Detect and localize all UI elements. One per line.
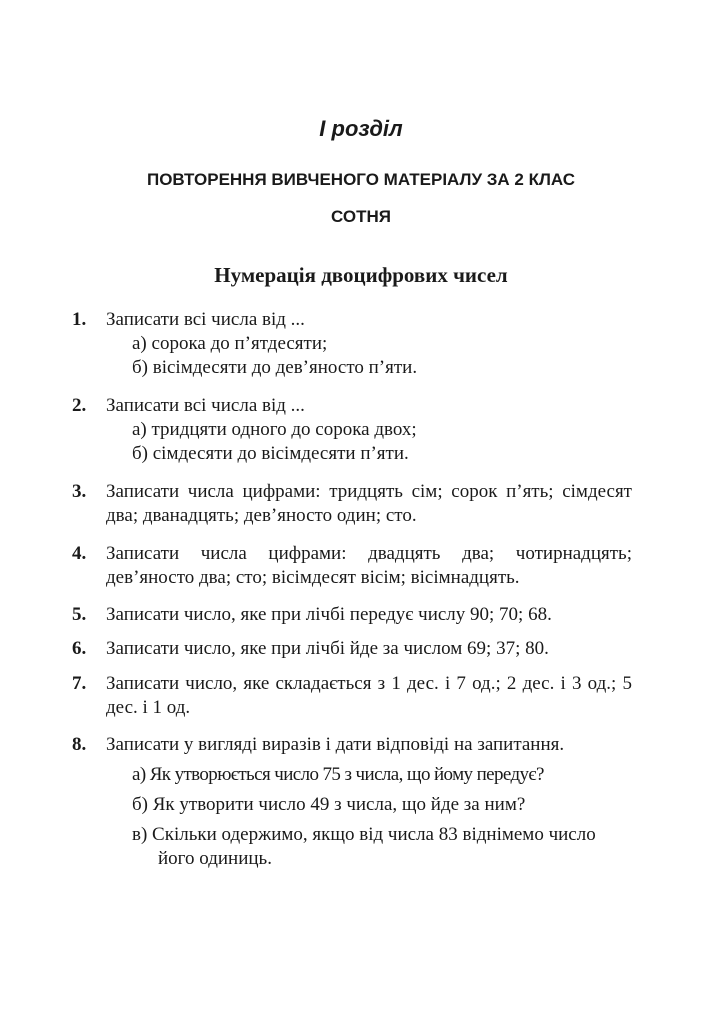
exercise-7: [72, 672, 632, 720]
exercise-subitem: б) сімдесяти до вісімдесяти п’яти.: [132, 443, 409, 464]
exercise-text: Записати всі числа від ...: [106, 309, 305, 330]
exercise-subitem: в) Скільки одержимо, якщо від числа 83 віднімемо число його одиниць.: [132, 824, 596, 869]
exercise-6: [72, 637, 632, 661]
exercise-text: Записати числа цифрами: тридцять сім; сорок п’ять; сімдесят два; дванадцять; дев’яносто один; сто.: [106, 481, 632, 526]
exercise-number: 1.: [72, 309, 87, 330]
exercise-8: [72, 733, 632, 871]
exercise-list: [72, 308, 632, 871]
exercise-subitem: а) тридцяти одного до сорока двох;: [132, 419, 417, 440]
exercise-number: 3.: [72, 481, 87, 502]
exercise-1: [72, 308, 632, 380]
exercise-4: [72, 542, 632, 590]
exercise-text: Записати всі числа від ...: [106, 395, 305, 416]
exercise-subitem: б) Як утворити число 49 з числа, що йде за ним?: [132, 794, 526, 815]
exercise-5: [72, 603, 632, 627]
exercise-number: 4.: [72, 543, 87, 564]
exercise-number: 2.: [72, 395, 87, 416]
section-title: СОТНЯ: [331, 207, 391, 226]
exercise-text: Записати число, яке при лічбі передує числу 90; 70; 68.: [106, 604, 552, 625]
exercise-text: Записати число, яке при лічбі йде за числом 69; 37; 80.: [106, 638, 549, 659]
exercise-number: 7.: [72, 673, 87, 694]
chapter-title: І розділ: [319, 116, 403, 141]
exercise-number: 6.: [72, 638, 87, 659]
exercise-number: 5.: [72, 604, 87, 625]
exercise-subitem: б) вісімдесяти до дев’яносто п’яти.: [132, 357, 418, 378]
exercise-subitem: а) Як утворюється число 75 з числа, що йому передує?: [132, 764, 544, 785]
exercise-3: [72, 480, 632, 528]
exercise-subitem: а) сорока до п’ятдесяти;: [132, 333, 328, 354]
exercise-text: Записати число, яке складається з 1 дес. і 7 од.; 2 дес. і 3 од.; 5 дес. і 1 од.: [106, 673, 632, 718]
chapter-subtitle: ПОВТОРЕННЯ ВИВЧЕНОГО МАТЕРІАЛУ ЗА 2 КЛАС: [146, 170, 576, 189]
exercise-text: Записати числа цифрами: двадцять два; чотирнадцять; дев’яносто два; сто; вісімдесят вісім; вісімнадцять.: [106, 543, 632, 588]
exercise-text: Записати у вигляді виразів і дати відповіді на запитання.: [106, 734, 565, 755]
topic-heading: Нумерація двоцифрових чисел: [214, 263, 508, 287]
exercise-2: [72, 394, 632, 466]
exercise-number: 8.: [72, 734, 87, 755]
